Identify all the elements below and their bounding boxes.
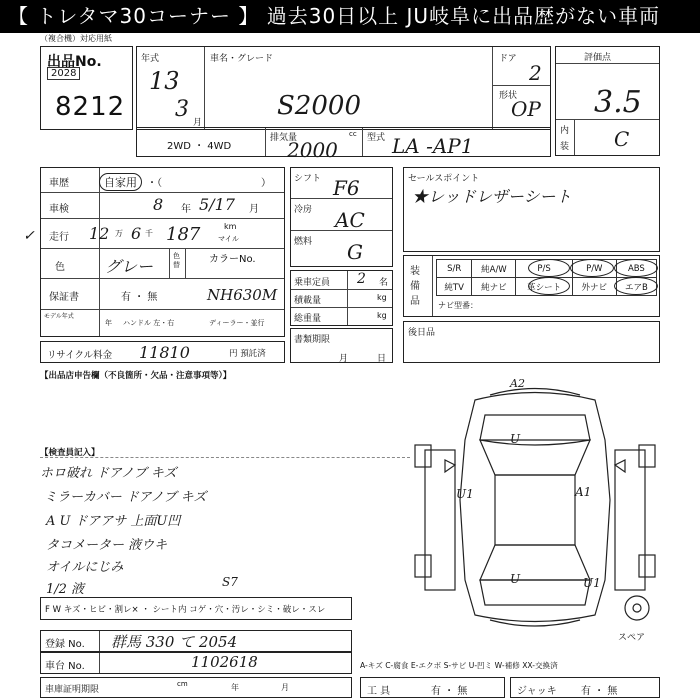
sales-point-box	[403, 167, 660, 252]
recycle-box	[40, 341, 285, 363]
color-label: 色	[55, 262, 65, 273]
equip-airbag: エアB	[616, 278, 656, 296]
mileage-man-unit: 万	[115, 229, 123, 238]
inspector-note-1: ホロ破れ ドアノブ キズ	[40, 466, 177, 481]
handle-label: ハンドル 左・右	[123, 319, 175, 327]
inspection-label: 車検	[49, 204, 69, 215]
warranty-label: 保証書	[49, 292, 79, 303]
inspection-month: 5/17	[199, 195, 235, 214]
displacement-label: 排気量	[270, 133, 298, 143]
damage-key-legend: A-キズ C-腐食 E-エクボ S-サビ U-凹ミ W-補修 XX-交換済	[360, 661, 558, 670]
drive-options: 2WD ・ 4WD	[167, 141, 232, 152]
inspector-note-6: 1/2 液	[46, 582, 85, 597]
fuel-value: G	[347, 240, 363, 264]
diag-mark-hood: U	[510, 432, 521, 446]
doors-value: 2	[529, 61, 542, 85]
shift-value: F6	[333, 176, 360, 200]
navi-model-label: ナビ型番：	[438, 301, 478, 310]
warranty-value: 有 ・ 無	[121, 292, 158, 303]
circle-ps	[528, 259, 570, 277]
lot-box	[40, 46, 133, 130]
circle-airbag	[614, 277, 658, 295]
mileage-hyaku: 187	[166, 224, 201, 245]
mileage-man: 12	[89, 224, 110, 243]
jack-value: 有 ・ 無	[581, 686, 618, 697]
doors-label: ドア	[499, 54, 517, 64]
seller-notice-label: 【出品店申告欄（不良箇所・欠品・注意事項等）】	[40, 371, 232, 381]
aircon-label: 冷房	[294, 205, 313, 215]
subnote: （複合機）対応用紙	[40, 34, 112, 43]
interior-label-2: 装	[560, 142, 570, 152]
chassis-box	[40, 652, 352, 674]
lot-label: 出品No.	[47, 54, 102, 70]
equip-ps: P/S	[516, 260, 572, 278]
reg-date-day: 日	[377, 354, 387, 364]
history-label: 車歴	[49, 178, 69, 189]
legend-row-box	[40, 597, 352, 620]
equipment-label: 装備品	[410, 266, 420, 307]
equip-tv: 純TV	[437, 278, 472, 296]
equip-sr: S/R	[437, 260, 472, 278]
cert-unit-cm: cm	[177, 680, 188, 688]
history-value: 自家用	[99, 173, 142, 191]
displacement-unit: cc	[349, 130, 357, 138]
circle-abs	[614, 259, 658, 277]
sales-point-label: セールスポイント	[408, 174, 480, 184]
shape-label: 形状	[499, 91, 518, 101]
reg-date-unit: 月	[339, 354, 349, 364]
inspection-year-unit: 年	[181, 204, 191, 215]
model-year-label: モデル年式	[44, 313, 74, 320]
displacement-value: 2000	[287, 138, 338, 162]
details-box	[23, 167, 285, 337]
tools-value: 有 ・ 無	[431, 686, 468, 697]
reg-no-box	[40, 630, 352, 652]
capacity-unit: 名	[379, 278, 389, 288]
aircon-value: AC	[335, 208, 365, 232]
spare-label: スペア	[618, 633, 646, 643]
equip-ext-navi: 外ナビ	[572, 278, 616, 296]
type-label: 型式	[367, 133, 386, 143]
diag-mark-right: A1	[575, 485, 592, 499]
jack-label: ジャッキ	[517, 686, 557, 697]
vehicle-box	[136, 46, 551, 130]
reg-date-label: 書類期限	[294, 335, 331, 345]
score-value: 3.5	[594, 85, 642, 120]
model-label: 車名・グレード	[210, 54, 274, 64]
recycle-value: 11810	[139, 343, 190, 362]
tools-box	[360, 677, 505, 698]
mileage-unit-km: km	[224, 222, 237, 231]
capacity-box	[290, 270, 393, 326]
equip-aw: 純A/W	[472, 260, 516, 278]
diag-mark-front: A2	[510, 377, 525, 390]
color-code-label: カラーNo.	[209, 254, 256, 265]
year-value: 13	[149, 67, 180, 95]
color-value: グレー	[105, 257, 154, 276]
chassis-label: 車台 No.	[45, 661, 85, 672]
diag-mark-rear: U	[510, 572, 521, 586]
diag-mark-rear-right: U1	[583, 576, 601, 590]
recycle-unit: 円 預託済	[229, 349, 266, 359]
inspector-note-5: オイルにじみ	[46, 560, 124, 575]
chassis-value: 1102618	[191, 653, 258, 671]
mileage-sen-unit: 千	[145, 229, 153, 238]
aftermarket-box	[403, 321, 660, 363]
mileage-unit-mile: マイル	[218, 235, 239, 243]
history-paren-open: ・（	[147, 178, 162, 189]
gross-weight-label: 総重量	[294, 314, 322, 324]
inspector-note-3: A U ドアアサ 上面U凹	[46, 514, 181, 529]
sales-point-value: ★レッドレザーシート	[412, 187, 572, 206]
cert-box	[40, 677, 352, 698]
inspector-note-4: タコメーター 液ウキ	[46, 538, 168, 553]
diag-mark-left: U1	[456, 487, 474, 501]
equip-leather: 革シート	[516, 278, 572, 296]
history-paren-close: ）	[261, 178, 271, 189]
type-value: LA -AP1	[392, 134, 474, 158]
circle-leather	[528, 277, 570, 295]
load-unit: kg	[377, 293, 387, 302]
score-box	[555, 46, 660, 156]
cert-year: 年	[231, 683, 239, 692]
shape-value: OP	[511, 97, 541, 121]
inspector-note-2: ミラーカバー ドアノブ キズ	[44, 490, 207, 505]
reg-no-value: 群馬 330 て 2054	[111, 633, 238, 651]
inspection-year: 8	[153, 195, 164, 214]
car-diagram	[405, 380, 670, 645]
interior-value: C	[614, 127, 630, 151]
legend-mark: S7	[222, 575, 238, 589]
banner: 【 トレタマ30コーナー 】 過去30日以上 JU岐阜に出品歴がない車両	[0, 0, 700, 33]
fuel-label: 燃料	[294, 237, 313, 247]
model-value: S2000	[277, 91, 361, 121]
mileage-check: ✓	[23, 228, 35, 244]
specs-box	[290, 167, 393, 267]
color-code-value: NH630M	[207, 286, 278, 304]
equipment-box	[403, 255, 660, 317]
gross-weight-unit: kg	[377, 311, 387, 320]
reg-no-label: 登録 No.	[45, 639, 85, 650]
year-label: 年式	[141, 54, 160, 64]
month-value: 3	[175, 97, 189, 122]
equip-abs: ABS	[616, 260, 656, 278]
month-unit: 月	[193, 118, 203, 128]
shift-label: シフト	[294, 174, 322, 184]
inspection-month-unit: 月	[249, 204, 259, 215]
jack-box	[510, 677, 660, 698]
dealer-label: ディーラー・並行	[209, 319, 265, 327]
tools-label: 工 具	[367, 686, 391, 697]
aftermarket-label: 後日品	[408, 328, 436, 338]
lot-number: 8212	[55, 92, 126, 122]
equip-pw: P/W	[572, 260, 616, 278]
reg-date-box	[290, 328, 393, 363]
interior-label-1: 内	[560, 126, 570, 136]
mileage-label: 走行	[49, 232, 69, 243]
capacity-value: 2	[357, 271, 366, 287]
circle-pw	[570, 259, 614, 277]
lot-stamp: 2028	[47, 67, 80, 80]
equip-navi: 純ナビ	[472, 278, 516, 296]
score-label: 評価点	[584, 53, 612, 63]
cert-label: 車庫証明期限	[45, 685, 100, 695]
inspector-label: 【検査員記入】	[40, 448, 100, 458]
capacity-label: 乗車定員	[294, 278, 331, 288]
model-year-nen: 年	[105, 319, 112, 327]
cert-month: 月	[281, 683, 289, 692]
engine-row	[136, 127, 551, 162]
recycle-label: リサイクル料金	[47, 350, 113, 361]
mileage-sen: 6	[131, 224, 142, 243]
load-label: 積載量	[294, 296, 322, 306]
legend-row-text: F W キズ・ヒビ・割レ× ・ シート内 コゲ・穴・汚レ・シミ・破レ・スレ	[45, 605, 326, 615]
color-change-label: 色替	[173, 252, 180, 269]
